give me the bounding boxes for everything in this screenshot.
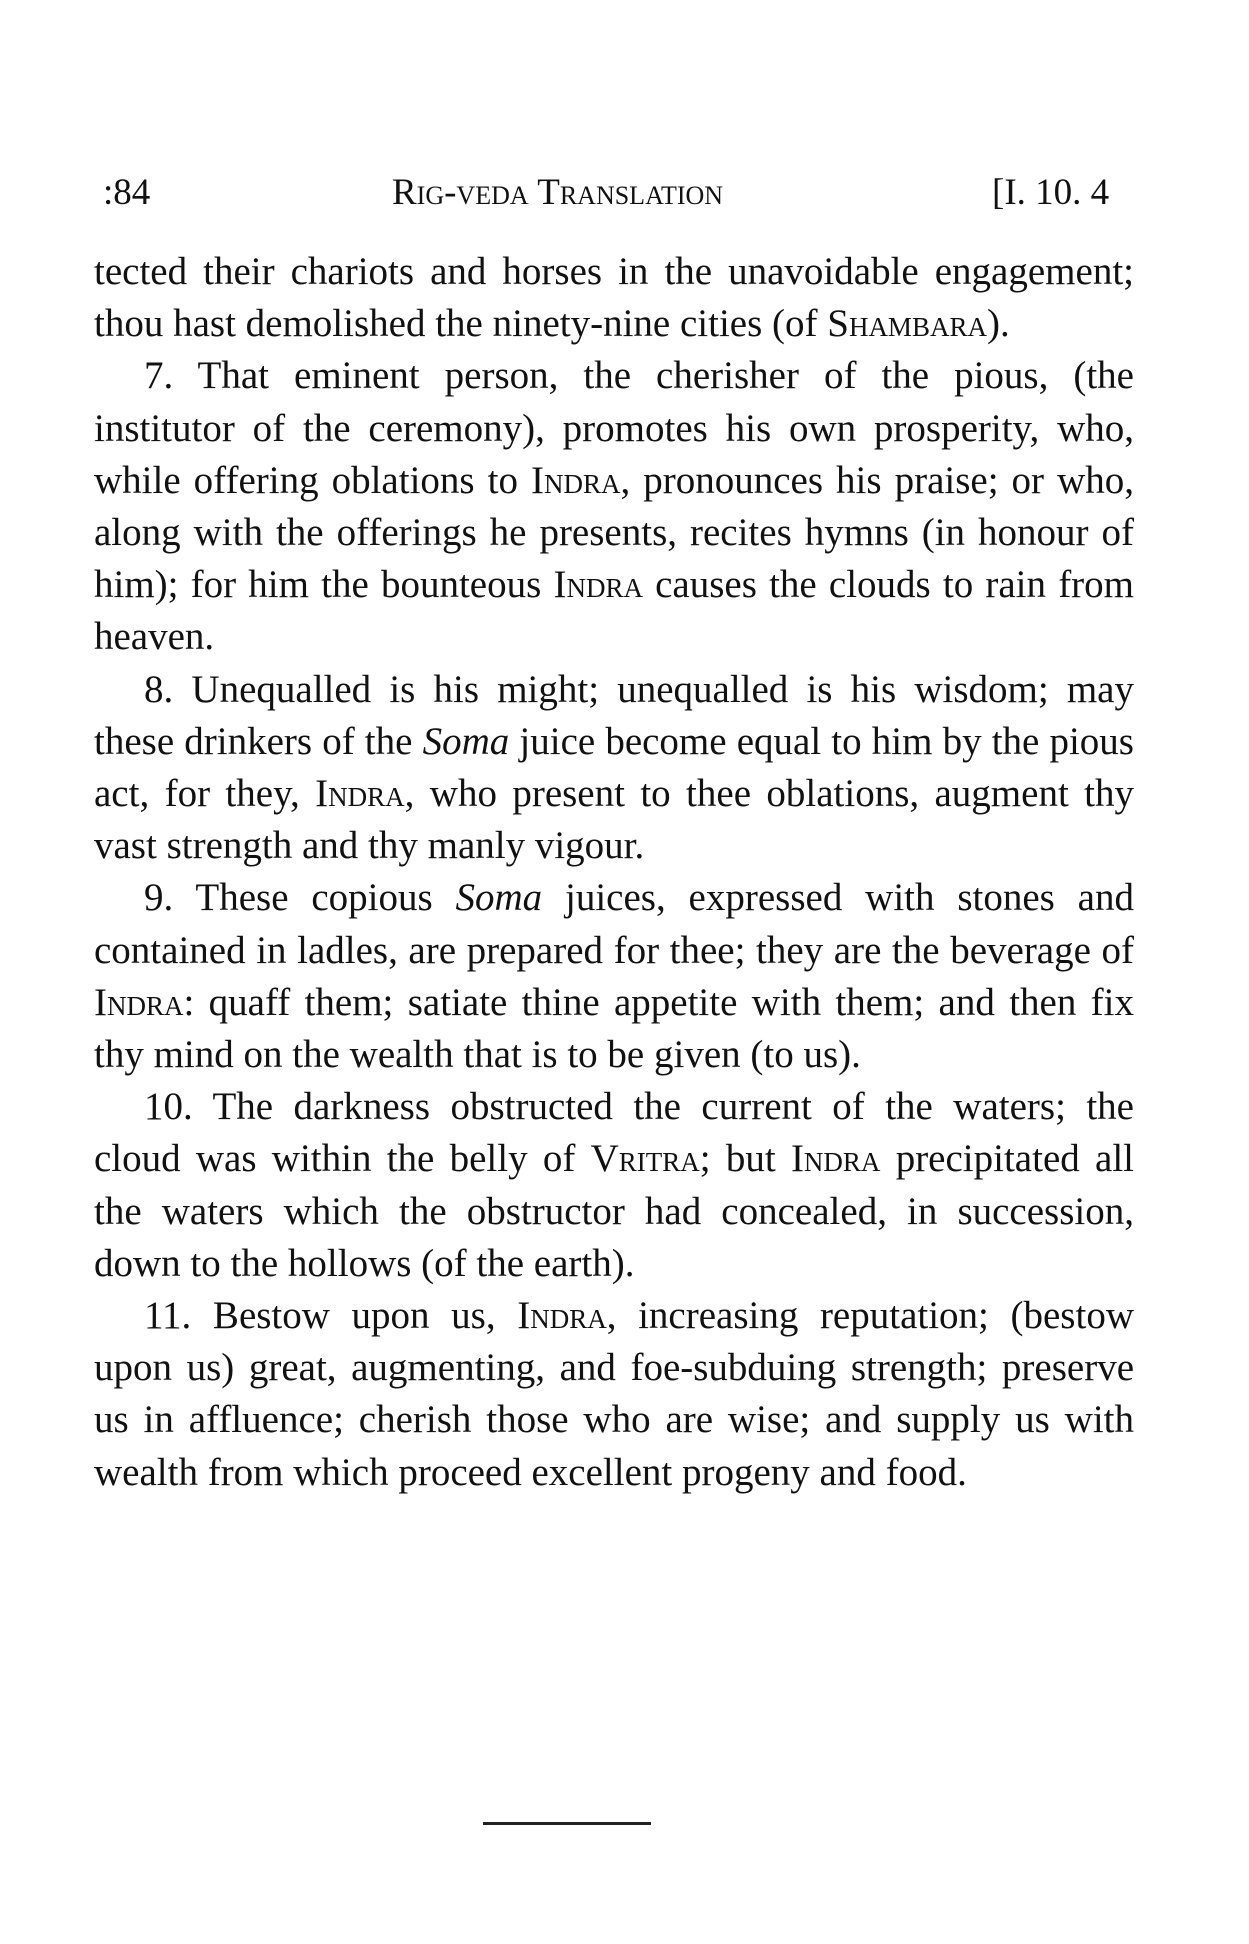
- verse-7: 7. That eminent person, the cherisher of the pious, (the institutor of the ceremony), promotes his own prosperity, who, while offering oblations to Indra, pronounces his praise; or who, along with the offerings he presents, recites hymns (in honour of him); for him the bounteous Indra causes the clouds to rain from heaven.: [94, 354, 1134, 659]
- proper-name: Indra: [530, 458, 621, 502]
- verse-9: 9. These copious Soma juices, expressed with stones and contained in ladles, are prepared for thee; they are the beverage of Indra: quaff them; satiate thine appetite with them; and then fix thy mind on the wealth that is to be given (to us).: [94, 876, 1134, 1077]
- proper-name: Vritra: [590, 1137, 700, 1181]
- proper-name: Indra: [553, 563, 643, 607]
- proper-name: Indra: [315, 772, 405, 816]
- verse-8: 8. Unequalled is his might; unequalled is his wisdom; may these drinkers of the Soma juice become equal to him by the pious act, for they, Indra, who present to thee oblations, augment thy vast strength and thy manly vigour.: [94, 667, 1134, 868]
- italic-term: Soma: [455, 876, 543, 920]
- page-header: [0, 168, 1249, 218]
- proper-name: Shambara: [827, 302, 987, 346]
- verse-10: 10. The darkness obstructed the current of the waters; the cloud was within the belly of Vritra; but Indra precipitated all the waters which the obstructor had concealed, in succession, down to the hollows (of the earth).: [94, 1085, 1134, 1285]
- verse-number: 11.: [144, 1294, 192, 1338]
- body-text: [94, 246, 1134, 1499]
- verse-reference: [I. 10. 4: [992, 172, 1110, 213]
- verse-11: 11. Bestow upon us, Indra, increasing reputation; (bestow upon us) great, augmenting, and foe-subduing strength; preserve us in affluence; cherish those who are wise; and supply us with wealth from which proceed excellent progeny and food.: [94, 1294, 1134, 1494]
- verse-number: 7.: [144, 354, 174, 398]
- running-title: Rig-veda Translation: [392, 172, 724, 213]
- italic-term: Soma: [422, 719, 510, 763]
- verse-number: 10.: [144, 1085, 193, 1129]
- proper-name: Indra: [517, 1294, 607, 1338]
- proper-name: Indra: [94, 980, 184, 1024]
- verse-number: 9.: [144, 876, 174, 920]
- continuation-paragraph: tected their chariots and horses in the unavoidable engagement; thou hast demolished the ninety-nine cities (of Shambara).: [94, 250, 1134, 346]
- proper-name: Indra: [790, 1137, 881, 1181]
- end-rule: [483, 1822, 651, 1825]
- verse-number: 8.: [144, 667, 174, 711]
- page-number: :84: [103, 172, 151, 213]
